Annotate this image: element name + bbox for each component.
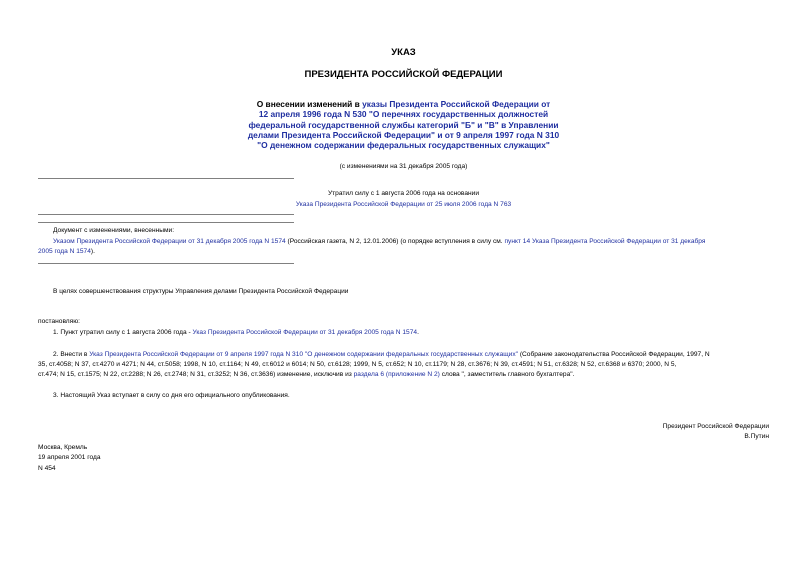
paragraph-1-link[interactable]: Указ Президента Российской Федерации от 31 декабря 2005 года N 1574 — [192, 329, 418, 336]
divider — [38, 222, 294, 223]
signing-date: 19 апреля 2001 года — [38, 454, 101, 461]
title-prefix: О внесении изменений в — [256, 99, 363, 109]
edition-note: (с изменениями на 31 декабря 2005 года) — [339, 163, 468, 170]
title-line-4[interactable]: делами Президента Российской Федерации" и от 9 апреля 1997 года N 310 — [247, 129, 560, 140]
amendment-link-2b[interactable]: 2005 года N 1574 — [38, 248, 91, 255]
amendment-link-2[interactable]: пункт 14 Указа Президента Российской Федерации от 31 декабря — [504, 238, 706, 245]
amendments-line-1 — [53, 237, 773, 247]
amendment-link-1[interactable]: Указом Президента Российской Федерации от 31 декабря 2005 года N 1574 — [53, 238, 286, 245]
repeal-text: Утратил силу с 1 августа 2006 года на основании — [327, 190, 480, 197]
paragraph-3: 3. Настоящий Указ вступает в силу со дня его официального опубликования. — [53, 392, 290, 399]
paragraph-2-line-1 — [53, 350, 710, 360]
amendment-text-1: (Российская газета, N 2, 12.01.2006) (о порядке вступления в силу см. — [285, 238, 505, 245]
divider — [38, 263, 294, 264]
paragraph-1 — [53, 328, 419, 338]
paragraph-2-link-2[interactable]: раздела 6 (приложение N 2) — [353, 371, 440, 378]
paragraph-1-end: . — [417, 329, 419, 336]
title-link[interactable]: указы Президента Российской Федерации от — [362, 99, 551, 109]
amendments-line-2 — [38, 247, 95, 257]
signing-place: Москва, Кремль — [38, 444, 88, 451]
preamble: В целях совершенствования структуры Управления делами Президента Российской Федерации — [53, 288, 349, 295]
paragraph-2-text: 2. Внести в — [53, 351, 90, 358]
title-line-2[interactable]: 12 апреля 1996 года N 530 "О перечнях государственных должностей — [258, 109, 549, 120]
divider — [38, 214, 294, 215]
divider — [38, 178, 294, 179]
paragraph-2-line-3a: ст.474; N 15, ст.1575; N 22, ст.2288; N 26, ст.2748; N 31, ст.3252; N 36, ст.3636) изменение, исключив из — [38, 371, 354, 378]
decree-heading: УКАЗ — [391, 47, 416, 58]
paragraph-2-link[interactable]: Указ Президента Российской Федерации от 9 апреля 1997 года N 310 "О денежном содержании федеральных государственных служащих" — [89, 351, 518, 358]
decree-number: N 454 — [38, 465, 56, 472]
paragraph-2-rest: (Собрание законодательства Российской Федерации, 1997, N — [518, 351, 710, 358]
signature-name: В.Путин — [744, 433, 769, 440]
paragraph-1-text: 1. Пункт утратил силу с 1 августа 2006 года - — [53, 329, 193, 336]
title-line-3[interactable]: федеральной государственной службы категорий "Б" и "В" в Управлении — [248, 119, 559, 130]
signature-position: Президент Российской Федерации — [662, 423, 769, 430]
paragraph-2-line-3 — [38, 370, 574, 380]
repeal-link[interactable]: Указа Президента Российской Федерации от 25 июля 2006 года N 763 — [295, 201, 512, 208]
amendments-intro: Документ с изменениями, внесенными: — [53, 227, 175, 234]
issuer-heading: ПРЕЗИДЕНТА РОССИЙСКОЙ ФЕДЕРАЦИИ — [304, 69, 503, 80]
amendment-text-2: ). — [90, 248, 95, 255]
title-line-5[interactable]: "О денежном содержании федеральных государственных служащих" — [257, 140, 550, 151]
paragraph-2-line-3b: слова ", заместитель главного бухгалтера". — [439, 371, 575, 378]
document-title — [0, 99, 807, 150]
decree-word: постановляю: — [38, 318, 81, 325]
paragraph-2-line-2: 35, ст.4058; N 37, ст.4270 и 4271; N 44, ст.5058; 1998, N 10, ст.1164; N 49, ст.6012 и 6014; N 50, ст.6128; 1999, N 5, ст.652; N 10, ст.1179; N 28, ст.3676; N 39, ст.4591; N 51, ст.6328; N 52, ст.6368 и 6370; 2000, N 5, — [38, 361, 677, 368]
